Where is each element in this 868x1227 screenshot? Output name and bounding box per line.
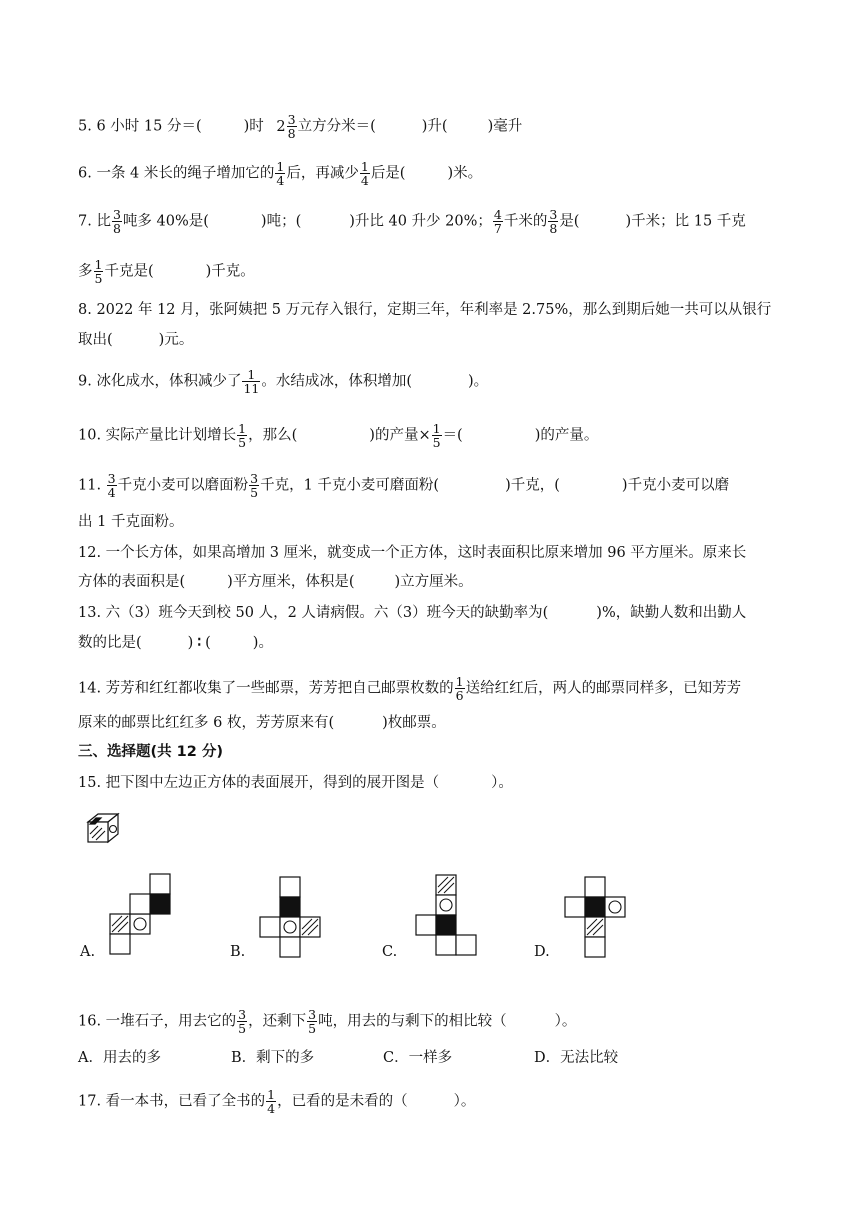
question-13: 13. 六（3）班今天到校 50 人，2 人请病假。六（3）班今天的缺勤率为( )%，缺勤人数和出勤人 bbox=[78, 605, 747, 621]
question-11: 11. $\frac{3}{4}$ 千克小麦可以磨面粉 $\frac{3}{5}$ 千克，1 千克小麦可磨面粉( )千克，( )千克小麦可以磨 bbox=[78, 471, 730, 500]
option-d[interactable]: D．无法比较 bbox=[534, 1050, 619, 1066]
question-8-continued: 取出( )元。 bbox=[78, 332, 194, 348]
question-17: 17. 看一本书，已看了全书的 $\frac{1}{4}$ ，已看的是未看的（ ）。 bbox=[78, 1087, 476, 1116]
fraction: $\frac{3}{8}$ bbox=[112, 207, 121, 236]
question-number: 15. bbox=[78, 775, 102, 791]
fraction: $\frac{1}{5}$ bbox=[94, 257, 103, 286]
question-6: 6. 一条 4 米长的绳子增加它的 $\frac{1}{4}$ 后，再减少 $\frac{1}{4}$ 后是( )米。 bbox=[78, 159, 483, 188]
reference-cube-figure bbox=[84, 812, 124, 844]
fraction: $\frac{4}{7}$ bbox=[493, 207, 502, 236]
fraction: $\frac{1}{4}$ bbox=[276, 159, 285, 188]
question-number: 12. bbox=[78, 545, 102, 561]
question-number: 5. bbox=[78, 118, 92, 135]
option-c-net[interactable] bbox=[414, 873, 480, 957]
option-a-net[interactable] bbox=[108, 872, 174, 956]
question-12-continued: 方体的表面积是( )平方厘米，体积是( )立方厘米。 bbox=[78, 574, 473, 590]
fraction: $\frac{3}{5}$ bbox=[238, 1007, 247, 1036]
question-number: 17. bbox=[78, 1093, 102, 1110]
question-8: 8. 2022 年 12 月，张阿姨把 5 万元存入银行，定期三年，年利率是 2.75%，那么到期后她一共可以从银行 bbox=[78, 302, 772, 318]
question-5: 5. 6 小时 15 分＝( )时 2 $\frac{3}{8}$ 立方分米＝( )升( )毫升 bbox=[78, 112, 523, 141]
question-number: 16. bbox=[78, 1013, 102, 1030]
option-a[interactable]: A．用去的多 bbox=[78, 1050, 161, 1066]
question-16: 16. 一堆石子，用去它的 $\frac{3}{5}$ ，还剩下 $\frac{3}{5}$ 吨，用去的与剩下的相比较（ ）。 bbox=[78, 1007, 577, 1036]
question-11-continued: 出 1 千克面粉。 bbox=[78, 514, 184, 530]
question-7: 7. 比 $\frac{3}{8}$ 吨多 40%是( )吨；( )升比 40 升少 20%； $\frac{4}{7}$ 千米的 $\frac{3}{8}$ 是( )千米；比 15 千克 bbox=[78, 207, 746, 236]
option-c[interactable]: C．一样多 bbox=[383, 1050, 453, 1066]
question-13-continued: 数的比是( ) ∶ ( )。 bbox=[78, 634, 273, 651]
option-b[interactable]: B．剩下的多 bbox=[231, 1050, 315, 1066]
fraction: $\frac{3}{5}$ bbox=[250, 471, 259, 500]
option-b-net[interactable] bbox=[258, 875, 324, 959]
question-9: 9. 冰化成水，体积减少了 $\frac{1}{11}$ 。水结成冰，体积增加( )。 bbox=[78, 367, 489, 396]
question-14-continued: 原来的邮票比红红多 6 枚，芳芳原来有( )枚邮票。 bbox=[78, 715, 446, 731]
fraction: $\frac{3}{8}$ bbox=[287, 112, 296, 141]
fraction: $\frac{3}{8}$ bbox=[549, 207, 558, 236]
fraction: $\frac{3}{4}$ bbox=[107, 471, 116, 500]
fraction: $\frac{1}{5}$ bbox=[432, 421, 441, 450]
fraction: $\frac{1}{11}$ bbox=[243, 367, 260, 396]
fraction: $\frac{1}{4}$ bbox=[267, 1087, 276, 1116]
fraction: $\frac{1}{4}$ bbox=[360, 159, 369, 188]
fraction: $\frac{3}{5}$ bbox=[308, 1007, 317, 1036]
option-c-label[interactable]: C. bbox=[382, 944, 398, 960]
question-15: 15. 把下图中左边正方体的表面展开，得到的展开图是（ ）。 bbox=[78, 775, 513, 791]
option-b-label[interactable]: B. bbox=[230, 944, 246, 960]
question-10: 10. 实际产量比计划增长 $\frac{1}{5}$ ，那么( )的产量× $\frac{1}{5}$ ＝( )的产量。 bbox=[78, 421, 599, 450]
question-number: 13. bbox=[78, 605, 102, 621]
question-14: 14. 芳芳和红红都收集了一些邮票，芳芳把自己邮票枚数的 $\frac{1}{6}$ 送给红红后，两人的邮票同样多，已知芳芳 bbox=[78, 674, 742, 703]
question-number: 9. bbox=[78, 373, 92, 390]
question-number: 11. bbox=[78, 477, 102, 494]
section-heading: 三、选择题(共 12 分) bbox=[78, 744, 224, 760]
question-12: 12. 一个长方体，如果高增加 3 厘米，就变成一个正方体，这时表面积比原来增加 96 平方厘米。原来长 bbox=[78, 545, 747, 561]
fraction: $\frac{1}{5}$ bbox=[238, 421, 247, 450]
fraction: $\frac{1}{6}$ bbox=[455, 674, 464, 703]
question-number: 14. bbox=[78, 680, 102, 697]
question-number: 6. bbox=[78, 165, 92, 182]
question-number: 10. bbox=[78, 427, 102, 444]
question-number: 8. bbox=[78, 302, 92, 318]
option-d-net[interactable] bbox=[563, 875, 629, 959]
question-number: 7. bbox=[78, 213, 92, 230]
option-a-label[interactable]: A. bbox=[80, 944, 96, 960]
option-d-label[interactable]: D. bbox=[534, 944, 550, 960]
question-7-continued: 多 $\frac{1}{5}$ 千克是( )千克。 bbox=[78, 257, 255, 286]
